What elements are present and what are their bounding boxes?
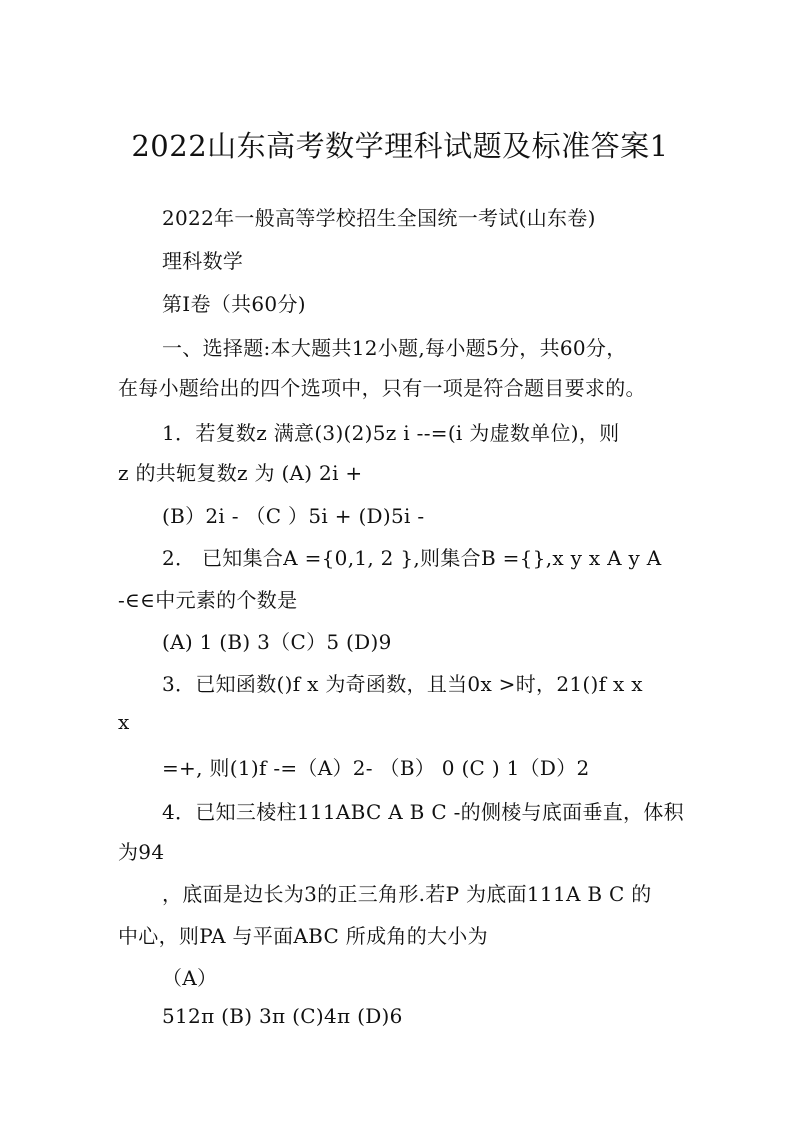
question-4-option-a: （A） [162, 966, 218, 990]
question-3-line-2: x [118, 710, 130, 734]
question-4-options: 512π (B) 3π (C)4π (D)6 [162, 1004, 403, 1028]
document-title: 2022山东高考数学理科试题及标准答案1 [131, 129, 669, 163]
question-1-line-2: z 的共轭复数z 为 (A) 2i + [118, 461, 363, 485]
subject-name: 理科数学 [162, 249, 244, 273]
question-2-line-2: -∈∈中元素的个数是 [118, 588, 298, 612]
question-1-options: (B）2i - （C ）5i + (D)5i - [162, 504, 425, 528]
question-4-line-4: 中心，则PA 与平面ABC 所成角的大小为 [118, 924, 488, 948]
question-4-line-3: ，底面是边长为3的正三角形.若P 为底面111A B C 的 [162, 882, 652, 906]
question-3-line-1: 3．已知函数()f x 为奇函数，且当0x >时，21()f x x [162, 672, 643, 696]
question-1-line-1: 1．若复数z 满意(3)(2)5z i --=(i 为虚数单位)，则 [162, 421, 620, 445]
question-4-line-2: 为94 [118, 840, 165, 864]
question-4-line-1: 4．已知三棱柱111ABC A B C -的侧棱与底面垂直，体积 [162, 800, 684, 824]
question-2-line-1: 2． 已知集合A ={0,1, 2 },则集合B ={},x y x A y A [162, 546, 662, 570]
question-3-options: =+, 则(1)f -=（A）2- （B） 0 (C ) 1（D）2 [162, 756, 590, 780]
exam-name: 2022年一般高等学校招生全国统一考试(山东卷) [162, 206, 596, 230]
section-heading: 第Ⅰ卷（共60分) [162, 292, 306, 316]
instructions-line-2: 在每小题给出的四个选项中，只有一项是符合题目要求的。 [118, 376, 646, 400]
question-2-options: (A) 1 (B) 3（C）5 (D)9 [162, 630, 392, 654]
instructions-line-1: 一、选择题:本大题共12小题,每小题5分，共60分， [162, 336, 627, 360]
